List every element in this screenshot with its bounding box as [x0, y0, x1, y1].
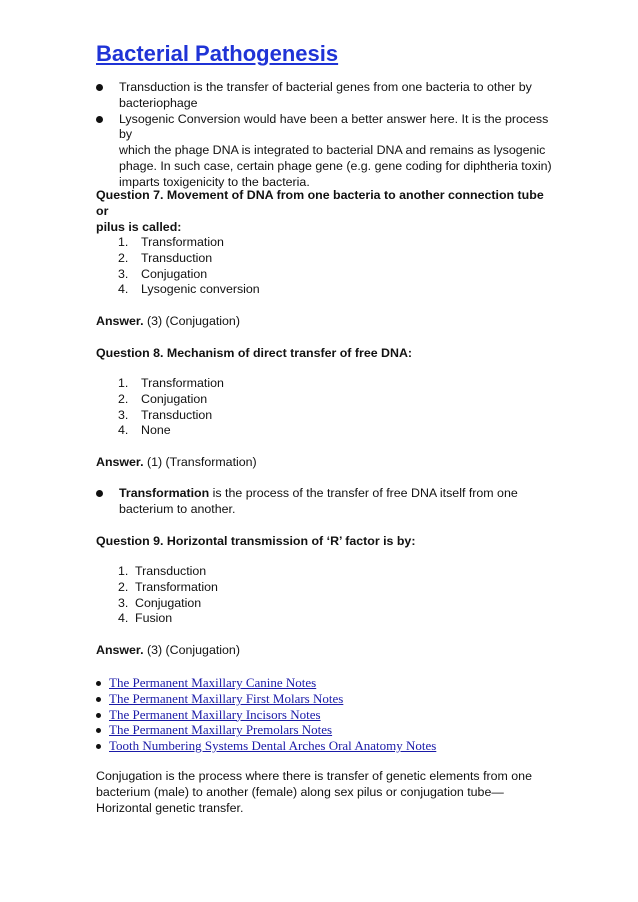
question-8-answer: Answer. (1) (Transformation) — [96, 455, 257, 469]
bullet-icon — [96, 116, 103, 123]
option-item: 2. Transformation — [118, 579, 218, 594]
bullet-icon — [96, 681, 101, 686]
transformation-note: Transformation is the process of the transfer of free DNA itself from one bacterium to another. — [96, 486, 556, 518]
question-9: Question 9. Horizontal transmission of ‘R’ factor is by: — [96, 534, 416, 548]
link-maxillary-first-molars[interactable]: The Permanent Maxillary First Molars Notes — [109, 690, 344, 706]
page-title: Bacterial Pathogenesis — [96, 41, 339, 66]
bullet-icon — [96, 713, 101, 718]
option-item: 2. Transduction — [118, 250, 213, 265]
link-tooth-numbering[interactable]: Tooth Numbering Systems Dental Arches Oral Anatomy Notes — [109, 738, 437, 754]
conclusion-paragraph: Conjugation is the process where there is transfer of genetic elements from one bacterium (male) to another (female) along sex pilus or conjugation tube— Horizontal genetic transfer. — [96, 769, 532, 815]
list-item — [96, 722, 436, 738]
bullet-icon — [96, 490, 103, 497]
option-item: 4. None — [118, 423, 171, 438]
intro-bullets — [96, 80, 556, 191]
question-9-answer: Answer. (3) (Conjugation) — [96, 643, 240, 657]
link-maxillary-premolars[interactable]: The Permanent Maxillary Premolars Notes — [109, 722, 333, 738]
question-8-options — [118, 376, 224, 439]
link-maxillary-canine[interactable]: The Permanent Maxillary Canine Notes — [109, 675, 317, 690]
bullet-item-transduction: Transduction is the transfer of bacterial genes from one bacteria to other by bacteriophage — [96, 80, 556, 112]
option-item: 3. Conjugation — [118, 266, 208, 281]
option-item: 1. Transformation — [118, 376, 224, 390]
option-item: 1. Transduction — [118, 564, 207, 578]
option-item: 1. Transformation — [118, 235, 224, 249]
bullet-item-lysogenic: Lysogenic Conversion would have been a better answer here. It is the process by which the phage DNA is integrated to bacterial DNA and remains as lysogenic phage. In such case, certain phage gene (e.g. gene coding for diphtheria toxin) imparts toxigenicity to the bacteria. — [96, 112, 556, 191]
list-item — [96, 691, 436, 707]
option-item: 3. Conjugation — [118, 595, 202, 610]
bullet-icon — [96, 697, 101, 702]
list-item — [96, 738, 436, 754]
option-item: 4. Lysogenic conversion — [118, 282, 260, 297]
question-7-options — [118, 235, 260, 298]
question-8: Question 8. Mechanism of direct transfer of free DNA: — [96, 346, 413, 360]
list-item — [96, 675, 436, 691]
question-7-answer: Answer. (3) (Conjugation) — [96, 314, 240, 328]
bullet-icon — [96, 84, 103, 91]
option-item: 2. Conjugation — [118, 391, 208, 406]
list-item — [96, 707, 436, 723]
option-item: 4. Fusion — [118, 611, 173, 626]
related-notes-links — [96, 675, 436, 754]
question-9-options — [118, 564, 218, 627]
bullet-icon — [96, 728, 101, 733]
link-maxillary-incisors[interactable]: The Permanent Maxillary Incisors Notes — [109, 706, 321, 722]
bullet-icon — [96, 744, 101, 749]
question-7: Question 7. Movement of DNA from one bacteria to another connection tube or pilus is called: — [96, 188, 544, 234]
option-item: 3. Transduction — [118, 407, 213, 422]
